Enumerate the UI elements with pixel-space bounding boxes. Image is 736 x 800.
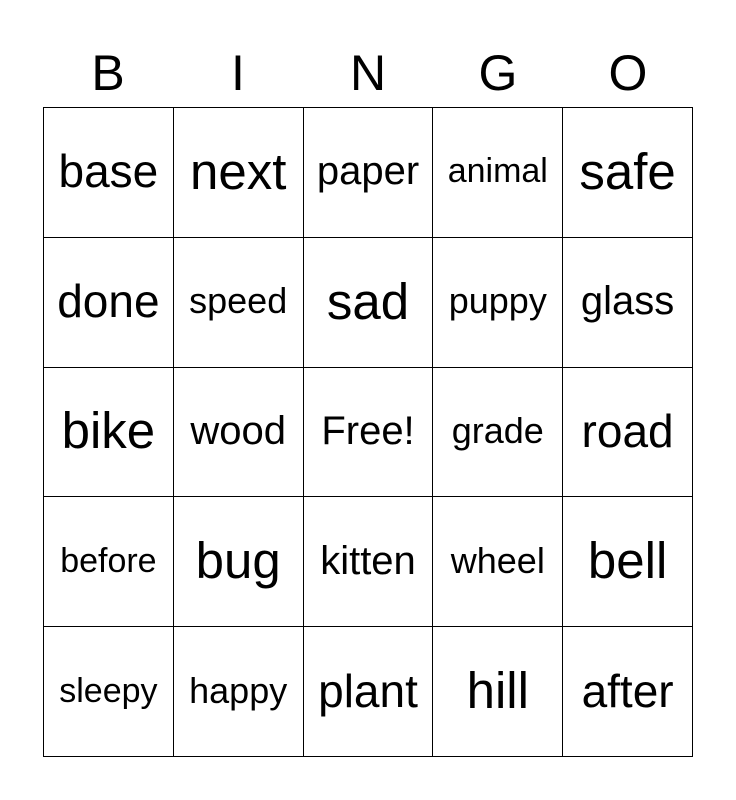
bingo-cell[interactable]: base: [44, 108, 174, 238]
bingo-cell[interactable]: before: [44, 497, 174, 627]
bingo-cell[interactable]: next: [174, 108, 304, 238]
bingo-cell[interactable]: bug: [174, 497, 304, 627]
bingo-cell[interactable]: wood: [174, 368, 304, 498]
header-letter-b: B: [91, 45, 125, 101]
bingo-cell[interactable]: bell: [563, 497, 693, 627]
header-letter-n: N: [349, 45, 387, 101]
bingo-cell[interactable]: bike: [44, 368, 174, 498]
bingo-cell[interactable]: happy: [174, 627, 304, 757]
bingo-cell[interactable]: after: [563, 627, 693, 757]
bingo-cell[interactable]: safe: [563, 108, 693, 238]
bingo-cell[interactable]: grade: [433, 368, 563, 498]
bingo-cell[interactable]: hill: [433, 627, 563, 757]
bingo-header: [43, 42, 693, 104]
bingo-cell[interactable]: glass: [563, 238, 693, 368]
bingo-cell[interactable]: wheel: [433, 497, 563, 627]
bingo-cell[interactable]: animal: [433, 108, 563, 238]
bingo-cell[interactable]: sad: [304, 238, 434, 368]
bingo-cell[interactable]: speed: [174, 238, 304, 368]
bingo-cell[interactable]: sleepy: [44, 627, 174, 757]
bingo-cell[interactable]: plant: [304, 627, 434, 757]
bingo-cell[interactable]: paper: [304, 108, 434, 238]
bingo-cell[interactable]: road: [563, 368, 693, 498]
bingo-cell[interactable]: puppy: [433, 238, 563, 368]
header-letter-i: I: [231, 45, 245, 101]
bingo-cell[interactable]: done: [44, 238, 174, 368]
bingo-cell[interactable]: kitten: [304, 497, 434, 627]
bingo-board: [43, 107, 693, 757]
header-letter-o: O: [608, 45, 648, 101]
bingo-cell-free-space[interactable]: Free!: [304, 368, 434, 498]
header-letter-g: G: [478, 45, 518, 101]
